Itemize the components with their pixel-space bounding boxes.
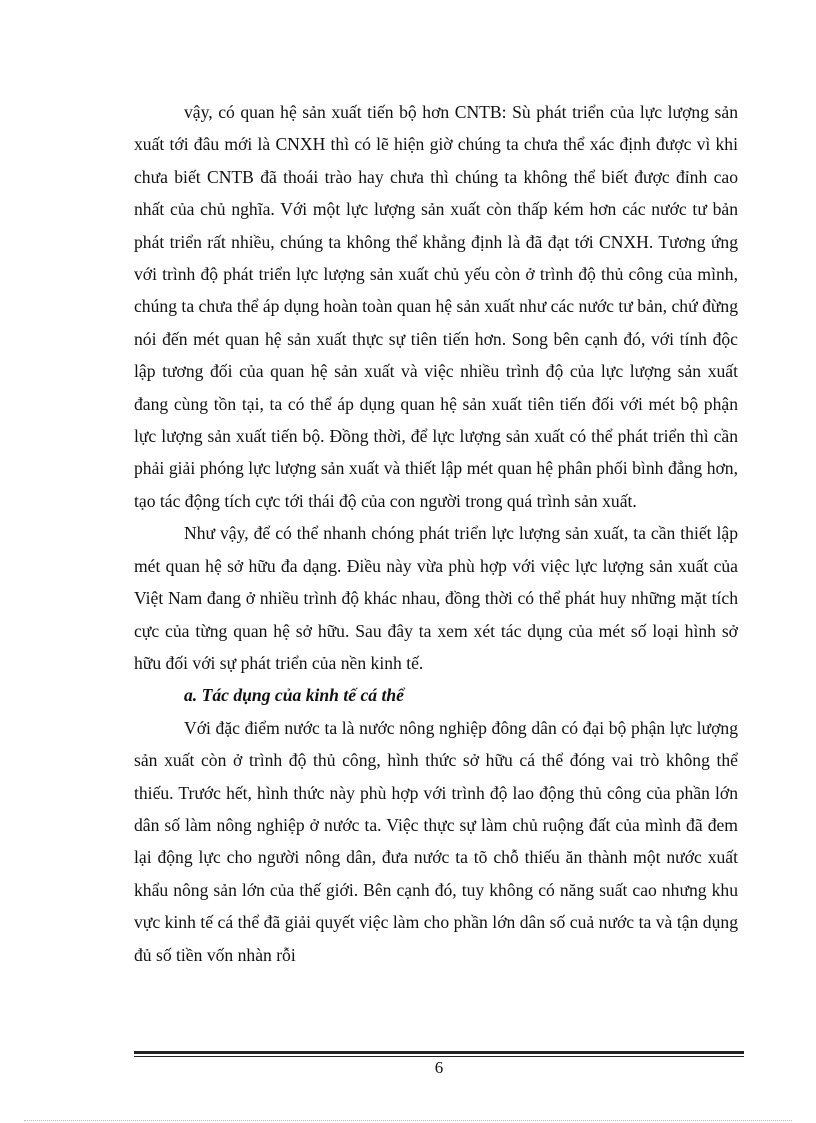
page-number: 6: [434, 1058, 444, 1077]
page-bottom-edge: [24, 1120, 792, 1121]
paragraph-1: vậy, có quan hệ sản xuất tiến bộ hơn CNTB: Sù phát triển của lực lượng sản xuất tới đâu mới là CNXH thì có lẽ hiện giờ chúng ta chưa thể xác định được vì khi chưa biết CNTB đã thoái trào hay chưa thì chúng ta không thể biết được đỉnh cao nhất của chủ nghĩa. Với một lực lượng sản xuất còn thấp kém hơn các nước tư bản phát triển rất nhiều, chúng ta không thể khẳng định là đã đạt tới CNXH. Tương ứng với trình độ phát triển lực lượng sản xuất chủ yếu còn ở trình độ thủ công của mình, chúng ta chưa thể áp dụng hoàn toàn quan hệ sản xuất như các nước tư bản, chứ đừng nói đến mét quan hệ sản xuất thực sự tiên tiến hơn. Song bên cạnh đó, với tính độc lập tương đối của quan hệ sản xuất và việc nhiều trình độ của lực lượng sản xuất đang cùng tồn tại, ta có thể áp dụng quan hệ sản xuất tiên tiến đối với mét bộ phận lực lượng sản xuất tiến bộ. Đồng thời, để lực lượng sản xuất có thể phát triển thì cần phải giải phóng lực lượng sản xuất và thiết lập mét quan hệ phân phối bình đẳng hơn, tạo tác động tích cực tới thái độ của con người trong quá trình sản xuất.: [134, 102, 738, 511]
section-heading: a. Tác dụng của kinh tế cá thể: [184, 685, 404, 706]
paragraph-2: Như vậy, để có thể nhanh chóng phát triển lực lượng sản xuất, ta cần thiết lập mét quan hệ sở hữu đa dạng. Điều này vừa phù hợp với việc lực lượng sản xuất của Việt Nam đang ở nhiều trình độ khác nhau, đồng thời có thể phát huy những mặt tích cực của từng quan hệ sở hữu. Sau đây ta xem xét tác dụng của mét số loại hình sở hữu đối với sự phát triển của nền kinh tế.: [134, 523, 738, 673]
paragraph-3: Với đặc điểm nước ta là nước nông nghiệp đông dân có đại bộ phận lực lượng sản xuất còn ở trình độ thủ công, hình thức sở hữu cá thể đóng vai trò không thể thiếu. Trước hết, hình thức này phù hợp với trình độ lao động thủ công của phần lớn dân số làm nông nghiệp ở nước ta. Việc thực sự làm chủ ruộng đất của mình đã đem lại động lực cho người nông dân, đưa nước ta tõ chỗ thiếu ăn thành một nước xuất khẩu nông sản lớn của thế giới. Bên cạnh đó, tuy không có năng suất cao nhưng khu vực kinh tế cá thể đã giải quyết việc làm cho phần lớn dân số cuả nước ta và tận dụng đủ số tiền vốn nhàn rỗi: [134, 717, 738, 965]
footer-divider: [134, 1051, 744, 1057]
body-text: [134, 96, 738, 971]
